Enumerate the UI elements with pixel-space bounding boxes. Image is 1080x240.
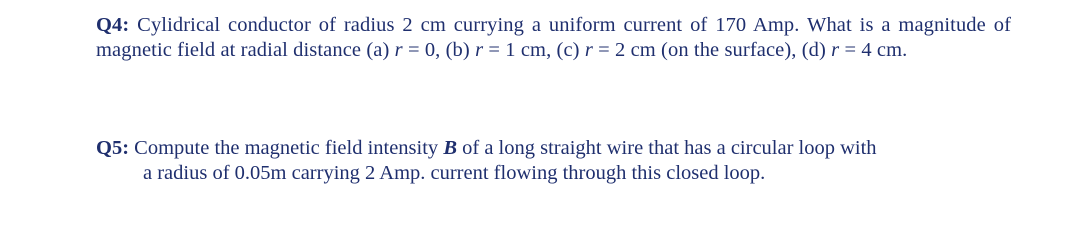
question-5-text-part-1: Compute the magnetic field intensity [129,137,444,159]
question-5-line-2: a radius of 0.05m carrying 2 Amp. current flowing through this closed loop. [143,161,766,184]
question-4-text-part-4: = 2 cm (on the surface), (d) [592,38,832,61]
variable-r-c: r [584,38,593,61]
question-5-text-part-2: of a long straight wire that has a circular loop with [457,137,877,159]
question-4-text-part-1: Cylidrical conductor of radius 2 cm currying a uniform current of 170 Amp. What is a magnitude of magnetic field at radial distance (a) [96,14,1011,61]
question-5-label: Q5: [96,137,130,159]
question-4-label: Q4: [96,14,130,36]
variable-r-b: r [475,38,484,61]
question-4-text-part-3: = 1 cm, (c) [483,38,585,61]
variable-r-a: r [394,38,403,61]
question-4 [96,13,1011,62]
symbol-b: B [443,137,457,159]
question-4-text-part-5: = 4 cm. [839,38,908,61]
question-5 [96,136,1011,185]
variable-r-d: r [831,38,840,61]
question-4-text-part-2: = 0, (b) [402,38,476,61]
